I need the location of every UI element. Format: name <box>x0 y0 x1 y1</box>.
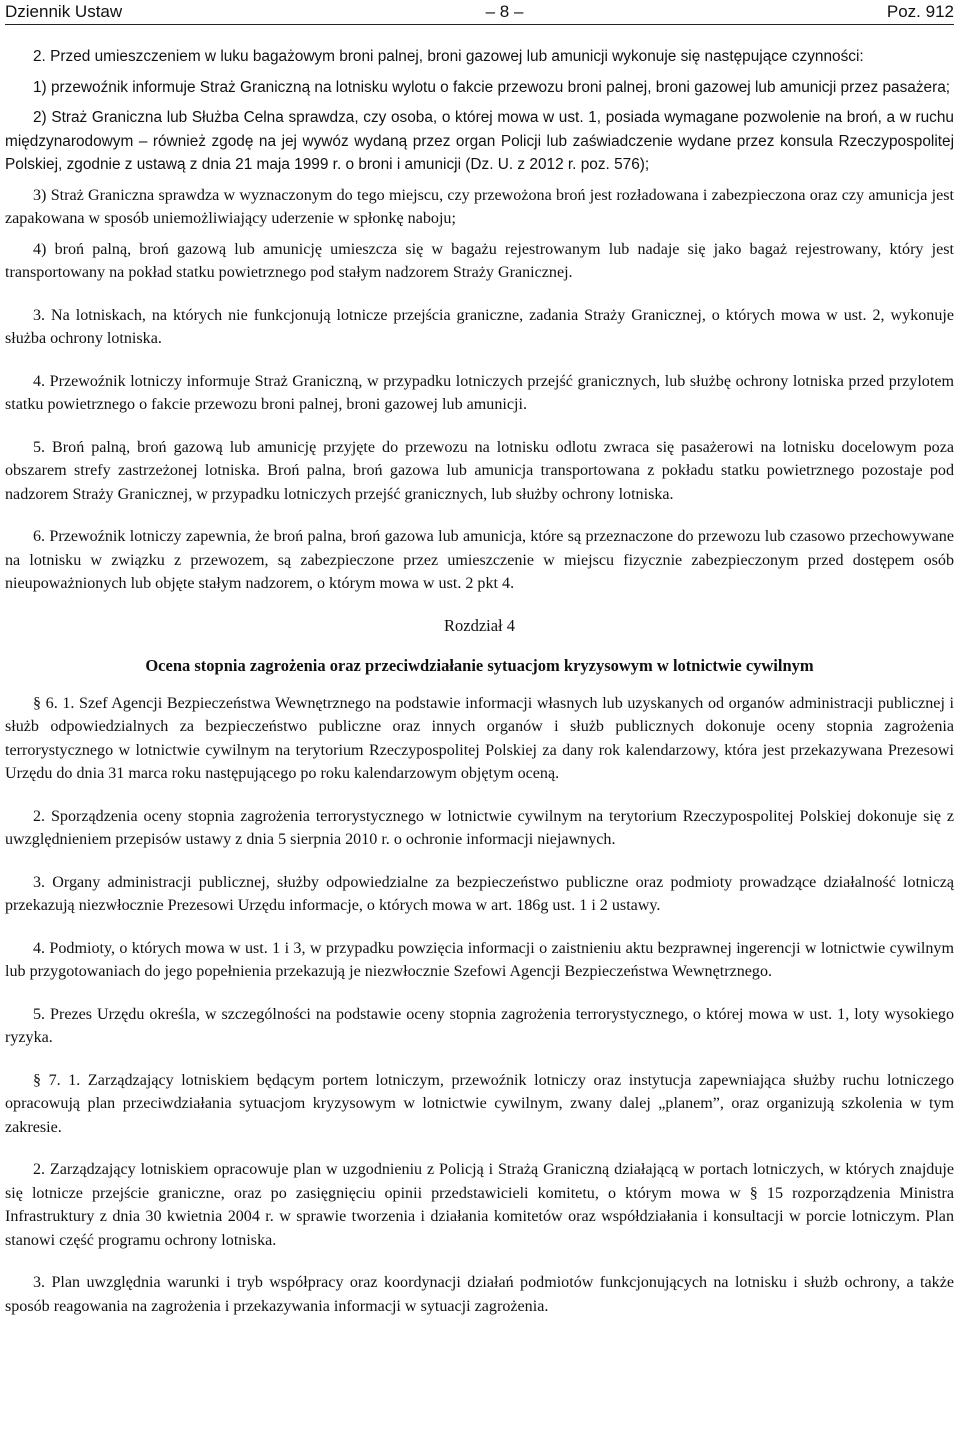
journal-title: Dziennik Ustaw <box>5 2 123 21</box>
paragraph-2-item-2: 2) Straż Graniczna lub Służba Celna sprawdza, czy osoba, o której mowa w ust. 1, posiada wymagane pozwolenie na broń, a w ruchu międzynarodowym – również zgodę na jej wywóz wydaną przez organ Policji lub zaświadczenie wydane przez konsula Rzeczypospolitej Polskiej, zgodnie z ustawą z dnia 21 maja 1999 r. o broni i amunicji (Dz. U. z 2012 r. poz. 576); <box>5 109 954 173</box>
section-6-paragraph-2: 2. Sporządzenia oceny stopnia zagrożenia terrorystycznego w lotnictwie cywilnym na terytorium Rzeczypospolitej Polskiej dokonuje się z uwzględnieniem przepisów ustawy z dnia 5 sierpnia 2010 r. o ochronie informacji niejawnych. <box>5 807 954 848</box>
section-7-paragraph-1: § 7. 1. Zarządzający lotniskiem będącym portem lotniczym, przewoźnik lotniczy oraz instytucja zapewniająca służby ruchu lotniczego opracowują plan przeciwdziałania sytuacjom kryzysowym w lotnictwie cywilnym, zwany dalej „planem”, oraz organizują szkolenia w tym zakresie. <box>5 1071 954 1136</box>
section-7-paragraph-3: 3. Plan uwzględnia warunki i tryb współpracy oraz koordynacji działań podmiotów funkcjonujących na lotnisku i służb ochrony, a także sposób reagowania na zagrożenia i przekazywania informacji w sytuacji zagrożenia. <box>5 1274 954 1315</box>
paragraph-5: 5. Broń palną, broń gazową lub amunicję przyjęte do przewozu na lotnisku odlotu zwraca się pasażerowi na lotnisku docelowym poza obszarem strefy zastrzeżonej lotniska. Broń palna, broń gazowa lub amunicja transportowana z pokładu statku powietrznego pozostaje pod nadzorem Straży Granicznej, w przypadku lotniczych przejść granicznych, lub służby ochrony lotniska. <box>5 438 954 503</box>
chapter-number: Rozdział 4 <box>443 615 516 635</box>
section-6-paragraph-3: 3. Organy administracji publicznej, służby odpowiedzialne za bezpieczeństwo publiczne oraz podmioty prowadzące działalność lotniczą przekazują niezwłocznie Prezesowi Urzędu informacje, o których mowa w art. 186g ust. 1 i 2 ustawy. <box>5 873 954 914</box>
page-number: – 8 – <box>485 2 524 21</box>
paragraph-6: 6. Przewoźnik lotniczy zapewnia, że broń palna, broń gazowa lub amunicja, które są przeznaczone do przewozu lub czasowo przechowywane na lotnisku w związku z przewozem, są zabezpieczone przez umieszczenie w miejscu fizycznie zabezpieczonym przed dostępem osób nieupoważnionych lub objęte stałym nadzorem, o którym mowa w ust. 2 pkt 4. <box>5 528 954 592</box>
paragraph-3: 3. Na lotniskach, na których nie funkcjonują lotnicze przejścia graniczne, zadania Straży Granicznej, o których mowa w ust. 2, wykonuje służba ochrony lotniska. <box>5 306 954 347</box>
paragraph-4: 4. Przewoźnik lotniczy informuje Straż Graniczną, w przypadku lotniczych przejść granicznych, lub służbę ochrony lotniska przed przylotem statku powietrznego o fakcie przewozu broni palnej, broni gazowej lub amunicji. <box>5 372 954 413</box>
chapter-title: Ocena stopnia zagrożenia oraz przeciwdziałanie sytuacjom kryzysowym w lotnictwie cywilnym <box>145 655 814 675</box>
section-6-paragraph-4: 4. Podmioty, o których mowa w ust. 1 i 3, w przypadku powzięcia informacji o zaistnieniu aktu bezprawnej ingerencji w lotnictwie cywilnym lub przygotowaniach do jego popełnienia przekazują je niezwłocznie Szefowi Agencji Bezpieczeństwa Wewnętrznego. <box>5 939 954 980</box>
section-6-paragraph-1: § 6. 1. Szef Agencji Bezpieczeństwa Wewnętrznego na podstawie informacji własnych lub uzyskanych od organów administracji publicznej i służb odpowiedzialnych za bezpieczeństwo publiczne oraz innych organów i służb publicznych dokonuje oceny stopnia zagrożenia terrorystycznego w lotnictwie cywilnym na terytorium Rzeczypospolitej Polskiej za dany rok kalendarzowy, która jest przekazywana Prezesowi Urzędu do dnia 31 marca roku następującego po roku kalendarzowym objętym oceną. <box>5 694 954 782</box>
paragraph-2-item-3: 3) Straż Graniczna sprawdza w wyznaczonym do tego miejscu, czy przewożona broń jest rozładowana i zabezpieczona oraz czy amunicja jest zapakowana w sposób uniemożliwiający uderzenie w spłonkę naboju; <box>5 186 954 227</box>
position-number: Poz. 912 <box>886 2 954 21</box>
section-7-paragraph-2: 2. Zarządzający lotniskiem opracowuje plan w uzgodnieniu z Policją i Strażą Graniczną działającą w portach lotniczych, w których znajduje się lotnicze przejście graniczne, oraz po zasięgnięciu opinii przedstawicieli komitetu, o którym mowa w § 15 rozporządzenia Ministra Infrastruktury z dnia 30 kwietnia 2004 r. w sprawie tworzenia i działania komitetów oraz współdziałania i konsultacji w porcie lotniczym. Plan stanowi część programu ochrony lotniska. <box>5 1161 954 1249</box>
paragraph-2-item-1: 1) przewoźnik informuje Straż Graniczną na lotnisku wylotu o fakcie przewozu broni palnej, broni gazowej lub amunicji przez pasażera; <box>33 78 951 96</box>
section-6-paragraph-5: 5. Prezes Urzędu określa, w szczególności na podstawie oceny stopnia zagrożenia terrorystycznego, o której mowa w ust. 1, loty wysokiego ryzyka. <box>5 1005 954 1046</box>
document-body <box>5 25 954 1318</box>
paragraph-2-intro: 2. Przed umieszczeniem w luku bagażowym broni palnej, broni gazowej lub amunicji wykonuje się następujące czynności: <box>33 48 864 65</box>
page-header <box>5 0 954 25</box>
paragraph-2-item-4: 4) broń palną, broń gazową lub amunicję umieszcza się w bagażu rejestrowanym lub nadaje się jako bagaż rejestrowany, który jest transportowany na pokład statku powietrznego pod stałym nadzorem Straży Granicznej. <box>5 240 954 281</box>
